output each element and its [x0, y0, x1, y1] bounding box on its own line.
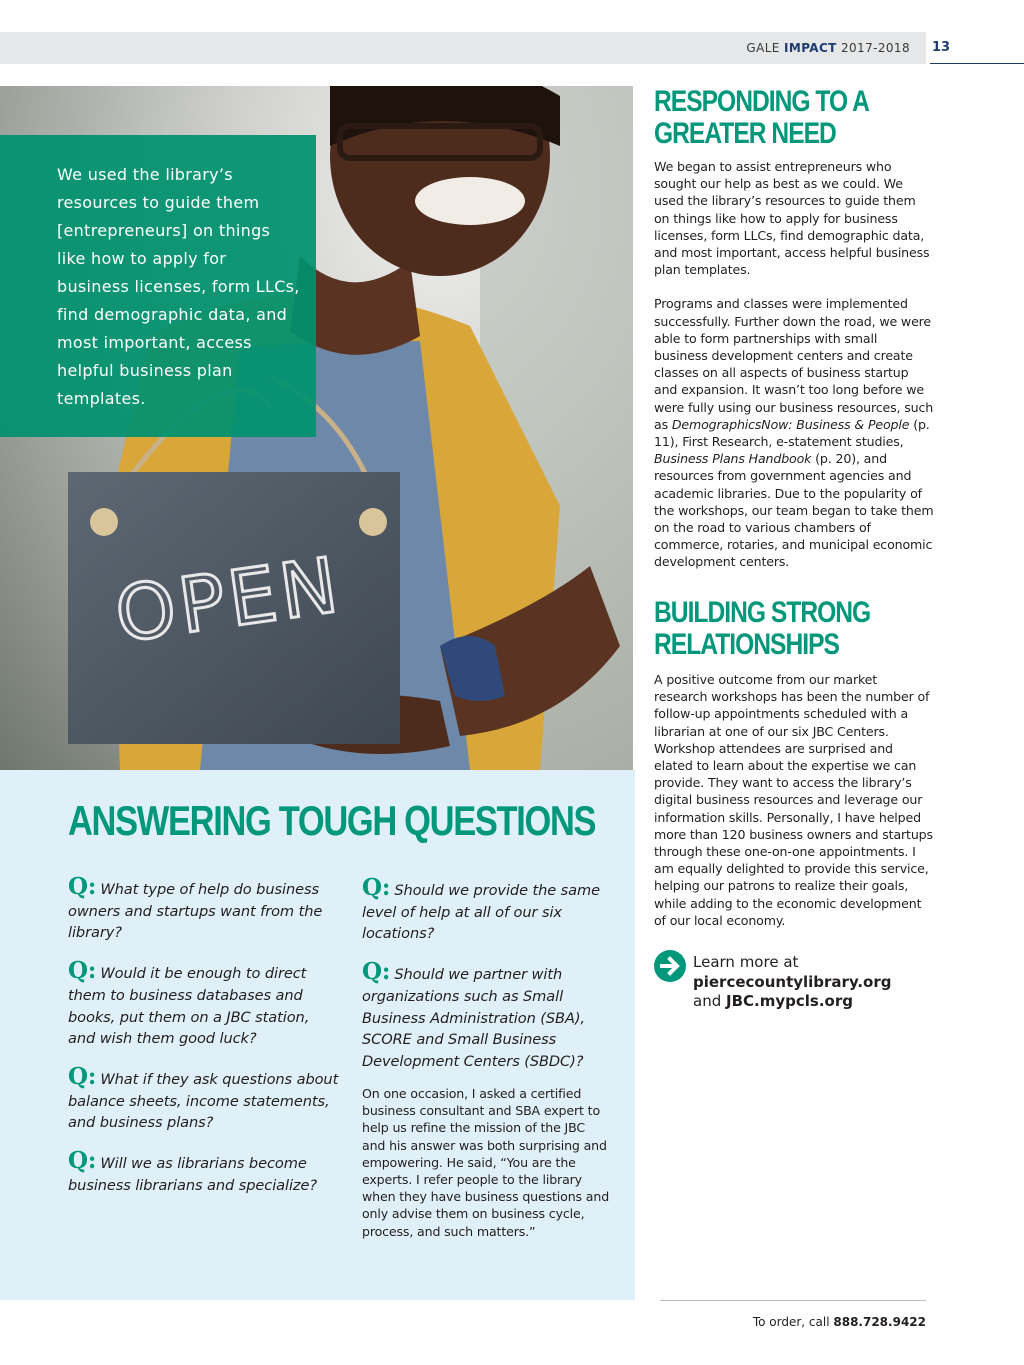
learn-more-prefix: Learn more at: [693, 953, 799, 971]
publication-years: 2017-2018: [836, 41, 910, 55]
link-piercecountylibrary[interactable]: piercecountylibrary.org: [693, 972, 892, 991]
footer-prefix: To order, call: [752, 1315, 834, 1329]
heading-line: RESPONDING TO A: [654, 85, 869, 118]
question-item: [68, 1062, 340, 1134]
text-run: (p. 20), and resources from government agencies and academic libraries. Due to the popularity of the workshops, our team began to take them on the road to various chambers of commerce, rotaries, and municipal economic development centers.: [654, 451, 934, 570]
question-item: [68, 873, 340, 944]
paragraph: [654, 295, 934, 570]
question-text: What if they ask questions about balance sheets, income statements, and business plans?: [68, 1070, 339, 1132]
heading-line: GREATER NEED: [654, 117, 836, 150]
question-item: [68, 1147, 340, 1196]
q-marker: Q:: [68, 957, 97, 985]
knot-right: [359, 508, 387, 536]
paragraph: A positive outcome from our market research workshops has been the number of follow-up appointments scheduled with a librarian at one of our six JBC Centers. Workshop attendees are surprised and elated to learn about the expertise we can provide. They want to access the library’s digital business resources and leverage our information skills. Personally, I have helped more than 120 business owners and startups through these one-on-one appointments. I am equally delighted to provide this service, helping our patrons to realize their goals, while adding to the economic development of our local economy.: [654, 672, 933, 928]
learn-more-connector: and: [693, 992, 726, 1010]
question-item: [68, 957, 340, 1050]
q-marker: Q:: [362, 958, 391, 986]
footer-phone[interactable]: 888.728.9422: [833, 1315, 926, 1329]
q-marker: Q:: [68, 1062, 97, 1090]
qa-answer-text: On one occasion, I asked a certified business consultant and SBA expert to help us refine the mission of the JBC and his answer was both surprising and empowering. He said, “You are the experts. I refer people to the library when they have business questions and only advise them on business cycle, process, and such matters.”: [362, 1086, 610, 1239]
section-heading-relationships: [654, 597, 925, 661]
question-text: Should we provide the same level of help at all of our six locations?: [362, 882, 601, 943]
section-heading-responding: [654, 86, 925, 150]
text-run: Programs and classes were implemented successfully. Further down the road, we were able to form partnerships with small business development centers and create classes on all aspects of business startup and expansion. It wasn’t too long before we were fully using our business resources, such as: [654, 296, 934, 432]
qa-questions-left: [68, 873, 340, 1212]
question-text: Will we as librarians become business librarians and specialize?: [68, 1155, 318, 1194]
q-marker: Q:: [68, 873, 97, 900]
pull-quote-text: We used the library’s resources to guide them [entrepreneurs] on things like how to apply for business licenses, form LLCs, find demographic data, and most important, access helpful business plan templates.: [57, 165, 300, 408]
q-marker: Q:: [68, 1147, 97, 1175]
section-body-relationships: [654, 671, 934, 946]
header-band: [0, 32, 926, 64]
q-marker: Q:: [362, 874, 391, 901]
page-number-rule: [930, 63, 1024, 64]
learn-more-text: [693, 953, 933, 1012]
brand-prefix: GALE: [746, 41, 784, 55]
sign-open-text: OPEN: [110, 539, 347, 660]
arrow-right-icon: [654, 950, 686, 982]
knot-left: [90, 508, 118, 536]
footer-rule: [660, 1300, 926, 1301]
publication-title: [746, 41, 910, 55]
footer-order-info: [753, 1315, 926, 1329]
text-run: (p. 11), First Research, e-statement studies,: [654, 416, 930, 450]
resource-title: Business Plans Handbook: [654, 451, 812, 467]
heading-line: RELATIONSHIPS: [654, 628, 839, 661]
question-item: [362, 874, 610, 945]
link-jbc-mypcls[interactable]: JBC.mypcls.org: [726, 992, 853, 1010]
page-number: 13: [932, 40, 951, 55]
question-text: Should we partner with organizations such as Small Business Administration (SBA), SCORE and Small Business Development Centers (SBDC)?: [362, 966, 585, 1070]
question-text: Would it be enough to direct them to business databases and books, put them on a JBC station, and wish them good luck?: [68, 965, 310, 1048]
resource-title: DemographicsNow: Business & People: [671, 416, 910, 432]
section-body-responding: [654, 158, 934, 588]
question-text: What type of help do business owners and startups want from the library?: [68, 881, 323, 942]
paragraph: We began to assist entrepreneurs who sought our help as best as we could. We used the library’s resources to guide them on things like how to apply for business licenses, form LLCs, find demographic data, and most important, access helpful business plan templates.: [654, 159, 930, 278]
qa-questions-right: [362, 874, 610, 1089]
smile-shape: [415, 177, 525, 225]
heading-line: BUILDING STRONG: [654, 596, 871, 629]
qa-heading: ANSWERING TOUGH QUESTIONS: [68, 797, 596, 844]
brand-bold: IMPACT: [783, 41, 837, 55]
question-item: [362, 958, 610, 1073]
